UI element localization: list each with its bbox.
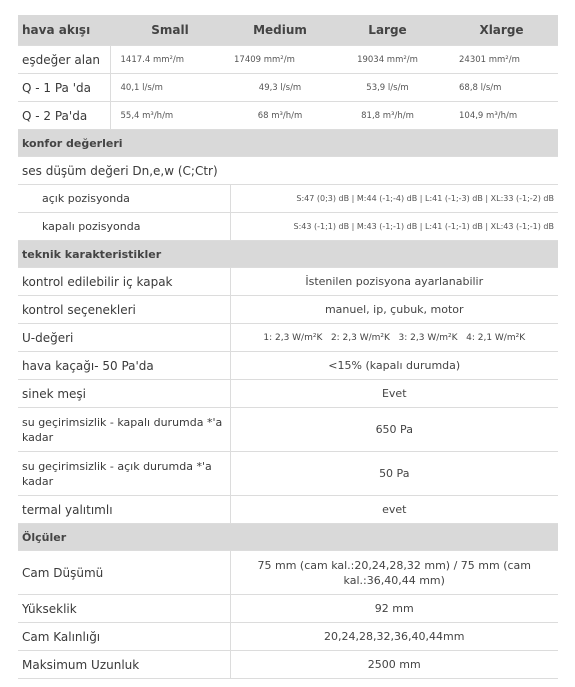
cell-value: 650 Pa	[230, 408, 558, 452]
section-comfort	[18, 130, 558, 157]
cell-value: 75 mm (cam kal.:20,24,28,32 mm) / 75 mm (cam kal.:36,40,44 mm)	[230, 551, 558, 595]
row-label: eşdeğer alan	[18, 46, 110, 74]
table-row	[18, 185, 558, 213]
cell-value: 1: 2,3 W/m²K 2: 2,3 W/m²K 3: 2,3 W/m²K 4: 2,1 W/m²K	[230, 324, 558, 352]
cell-xlarge: 24301 mm²/m	[445, 46, 558, 74]
cell-large: 53,9 l/s/m	[330, 74, 445, 102]
section-dimensions	[18, 524, 558, 551]
cell-small: 1417.4 mm²/m	[110, 46, 230, 74]
row-label: kapalı pozisyonda	[18, 213, 230, 241]
row-label: Q - 2 Pa'da	[18, 102, 110, 130]
table-row	[18, 324, 558, 352]
table-row	[18, 102, 558, 130]
row-label: Cam Düşümü	[18, 551, 230, 595]
row-label: su geçirimsizlik - kapalı durumda *'a kadar	[18, 408, 230, 452]
row-label: açık pozisyonda	[18, 185, 230, 213]
cell-value: 92 mm	[230, 595, 558, 623]
row-label: hava kaçağı- 50 Pa'da	[18, 352, 230, 380]
cell-value: evet	[230, 496, 558, 524]
cell-xlarge: 68,8 l/s/m	[445, 74, 558, 102]
cell-value: 2500 mm	[230, 651, 558, 679]
header-medium: Medium	[230, 15, 330, 46]
row-label: Maksimum Uzunluk	[18, 651, 230, 679]
cell-value: 50 Pa	[230, 452, 558, 496]
header-xlarge: Xlarge	[445, 15, 558, 46]
cell-value: Evet	[230, 380, 558, 408]
table-row	[18, 380, 558, 408]
cell-medium: 49,3 l/s/m	[230, 74, 330, 102]
header-large: Large	[330, 15, 445, 46]
cell-xlarge: 104,9 m³/h/m	[445, 102, 558, 130]
spec-table-container	[18, 15, 558, 679]
row-label: Yükseklik	[18, 595, 230, 623]
table-row	[18, 623, 558, 651]
spec-table	[18, 15, 558, 679]
row-label: ses düşüm değeri Dn,e,w (C;Ctr)	[18, 157, 558, 185]
row-label: sinek meşi	[18, 380, 230, 408]
table-row	[18, 46, 558, 74]
table-row	[18, 408, 558, 452]
header-small: Small	[110, 15, 230, 46]
cell-value: İstenilen pozisyona ayarlanabilir	[230, 268, 558, 296]
table-row	[18, 74, 558, 102]
table-row	[18, 595, 558, 623]
row-label: kontrol seçenekleri	[18, 296, 230, 324]
table-row	[18, 213, 558, 241]
cell-value: S:47 (0;3) dB | M:44 (-1;-4) dB | L:41 (-1;-3) dB | XL:33 (-1;-2) dB	[230, 185, 558, 213]
table-row	[18, 157, 558, 185]
row-label: Cam Kalınlığı	[18, 623, 230, 651]
header-airflow: hava akışı	[18, 15, 110, 46]
table-row	[18, 452, 558, 496]
section-title: konfor değerleri	[18, 130, 558, 157]
table-row	[18, 268, 558, 296]
table-row	[18, 551, 558, 595]
cell-small: 55,4 m³/h/m	[110, 102, 230, 130]
cell-value: S:43 (-1;1) dB | M:43 (-1;-1) dB | L:41 (-1;-1) dB | XL:43 (-1;-1) dB	[230, 213, 558, 241]
row-label: U-değeri	[18, 324, 230, 352]
cell-medium: 17409 mm²/m	[230, 46, 330, 74]
header-row	[18, 15, 558, 46]
row-label: termal yalıtımlı	[18, 496, 230, 524]
cell-value: 20,24,28,32,36,40,44mm	[230, 623, 558, 651]
cell-medium: 68 m³/h/m	[230, 102, 330, 130]
cell-large: 19034 mm²/m	[330, 46, 445, 74]
table-row	[18, 296, 558, 324]
table-row	[18, 651, 558, 679]
section-technical	[18, 241, 558, 268]
row-label: su geçirimsizlik - açık durumda *'a kadar	[18, 452, 230, 496]
section-title: teknik karakteristikler	[18, 241, 558, 268]
section-title: Ölçüler	[18, 524, 558, 551]
cell-value: manuel, ip, çubuk, motor	[230, 296, 558, 324]
cell-large: 81,8 m³/h/m	[330, 102, 445, 130]
cell-small: 40,1 l/s/m	[110, 74, 230, 102]
row-label: Q - 1 Pa 'da	[18, 74, 110, 102]
table-row	[18, 352, 558, 380]
table-row	[18, 496, 558, 524]
row-label: kontrol edilebilir iç kapak	[18, 268, 230, 296]
cell-value: <15% (kapalı durumda)	[230, 352, 558, 380]
